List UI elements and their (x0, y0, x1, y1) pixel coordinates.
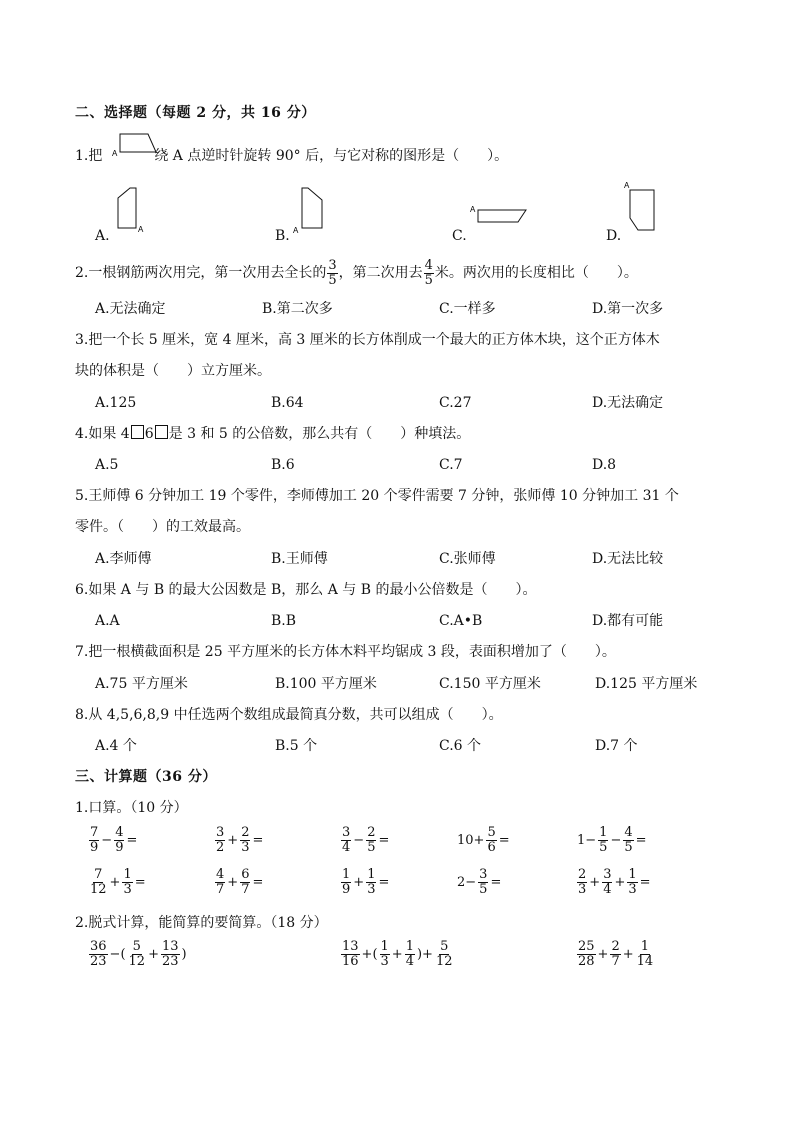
q1-shape-label: A (112, 149, 118, 158)
q2-option-a: A.无法确定 (95, 301, 166, 317)
q2-f2-den: 5 (424, 272, 433, 288)
den: 23 (90, 954, 107, 969)
op: = (639, 875, 651, 890)
q6-option-d: D.都有可能 (592, 613, 664, 629)
den: 4 (342, 840, 351, 855)
q1-option-a-label: A. (95, 228, 110, 244)
num: 6 (241, 867, 250, 882)
blank-box-1 (131, 425, 144, 439)
question-7: 7.把一根横截面积是 25 平方厘米的长方体木料平均锯成 3 段，表面积增加了（ ）。 (75, 644, 616, 660)
q1-option-c-vertex: A (470, 205, 476, 214)
frac (215, 868, 225, 897)
op: = (635, 833, 647, 848)
num: 2 (578, 867, 587, 882)
q1-option-d-vertex: A (624, 181, 630, 190)
den: 3 (367, 882, 376, 897)
den: 7 (216, 882, 225, 897)
mental-math-item (88, 826, 138, 855)
mental-math-item (88, 868, 147, 897)
q2-f1-den: 5 (328, 272, 337, 288)
frac (577, 868, 587, 897)
q3-option-d: D.无法确定 (592, 395, 664, 411)
section-title-choice: 二、选择题（每题 2 分，共 16 分） (75, 105, 316, 121)
op: + (227, 875, 239, 890)
q2-text-2: ，第二次用去 (338, 265, 423, 281)
q6-option-a: A.A (95, 613, 120, 629)
q2-f1-num: 3 (328, 257, 337, 273)
stepwise-expr-2 (340, 940, 455, 969)
stepwise-expr-1 (88, 940, 188, 969)
question-5-line-2: 零件。（ ）的工效最高。 (75, 519, 250, 535)
op: + (622, 947, 634, 962)
q1-option-b-label: B. (275, 228, 290, 244)
q1-option-d-shape (622, 180, 662, 236)
q4-option-d: D.8 (592, 457, 617, 473)
num: 1 (342, 867, 351, 882)
den: 12 (435, 954, 453, 969)
frac (122, 868, 132, 897)
q5-option-c: C.张师傅 (439, 551, 496, 567)
frac (341, 940, 360, 969)
den: 12 (90, 882, 107, 897)
den: 7 (611, 954, 620, 969)
num: 7 (94, 867, 103, 882)
frac (89, 868, 108, 897)
q3-option-c: C.27 (439, 395, 472, 411)
num: 2 (611, 939, 620, 954)
num: 3 (603, 867, 612, 882)
frac (366, 868, 376, 897)
question-8: 8.从 4,5,6,8,9 中任选两个数组成最简真分数，共可以组成（ ）。 (75, 707, 503, 723)
q8-option-d: D.7 个 (595, 738, 638, 754)
q2-text-3: 米。两次用的长度相比（ ）。 (434, 265, 638, 281)
num: 2 (241, 825, 250, 840)
q6-option-c: C.A•B (439, 613, 483, 629)
q1-option-d-label: D. (606, 228, 622, 244)
q1-option-b-vertex: A (293, 226, 299, 235)
op: + (109, 875, 121, 890)
frac (598, 826, 608, 855)
den: 3 (241, 840, 250, 855)
q1-option-a-shape (114, 186, 154, 236)
op: − (353, 833, 365, 848)
frac (380, 940, 390, 969)
q4-text-1: 4.如果 4 (75, 426, 130, 442)
q2-option-c: C.一样多 (439, 301, 496, 317)
q5-option-a: A.李师傅 (95, 551, 152, 567)
question-6: 6.如果 A 与 B 的最大公因数是 B，那么 A 与 B 的最小公倍数是（ ）。 (75, 582, 537, 598)
den: 6 (487, 840, 496, 855)
q5-option-d: D.无法比较 (592, 551, 664, 567)
op: = (134, 875, 146, 890)
num: 5 (132, 939, 141, 954)
frac (341, 868, 351, 897)
q1-prefix: 1.把 (75, 148, 103, 164)
num: 3 (342, 825, 351, 840)
num: 13 (161, 939, 179, 954)
op: + (614, 875, 626, 890)
num: 5 (487, 825, 496, 840)
frac (602, 868, 612, 897)
op: ) (181, 947, 187, 962)
q8-option-a: A.4 个 (95, 738, 137, 754)
frac (89, 826, 99, 855)
op: +( (361, 947, 378, 962)
den: 3 (628, 882, 637, 897)
op: 1− (577, 833, 597, 848)
frac (128, 940, 147, 969)
calc-part-1-title: 1.口算。（10 分） (75, 800, 188, 816)
num: 25 (578, 939, 595, 954)
q7-option-c: C.150 平方厘米 (439, 676, 541, 692)
section-title-calculation: 三、计算题（36 分） (75, 769, 217, 785)
mental-math-item (214, 868, 264, 897)
den: 2 (216, 840, 225, 855)
den: 9 (115, 840, 124, 855)
q1-option-c-shape (468, 200, 538, 230)
q4-option-a: A.5 (95, 457, 119, 473)
den: 16 (342, 954, 359, 969)
question-3-line-2: 块的体积是（ ）立方厘米。 (75, 363, 271, 379)
frac (577, 940, 596, 969)
num: 1 (640, 939, 650, 954)
op: + (597, 947, 609, 962)
num: 5 (440, 939, 449, 954)
frac (240, 826, 250, 855)
op: = (498, 833, 510, 848)
q8-option-c: C.6 个 (439, 738, 482, 754)
frac (610, 940, 620, 969)
q2-fraction-2 (424, 259, 434, 288)
q4-option-b: B.6 (271, 457, 295, 473)
q2-option-b: B.第二次多 (262, 301, 333, 317)
question-5-line-1: 5.王师傅 6 分钟加工 19 个零件，李师傅加工 20 个零件需要 7 分钟，张师傅 10 分钟加工 31 个 (75, 488, 679, 504)
frac (341, 826, 351, 855)
q5-option-b: B.王师傅 (271, 551, 328, 567)
q1-option-c-label: C. (452, 228, 467, 244)
op: 2− (457, 875, 477, 890)
stepwise-expr-3 (576, 940, 655, 969)
num: 1 (599, 825, 608, 840)
op: − (610, 833, 622, 848)
op: + (353, 875, 365, 890)
frac (405, 940, 415, 969)
num: 1 (405, 939, 414, 954)
frac (366, 826, 376, 855)
mental-math-item (214, 826, 264, 855)
frac (478, 868, 488, 897)
q1-suffix: 绕 A 点逆时针旋转 90° 后，与它对称的图形是（ ）。 (154, 148, 509, 164)
op: = (252, 875, 264, 890)
q3-option-b: B.64 (271, 395, 304, 411)
num: 1 (123, 867, 132, 882)
q1-option-b-shape (290, 186, 330, 236)
den: 5 (599, 840, 608, 855)
num: 3 (216, 825, 225, 840)
op: + (391, 947, 403, 962)
den: 3 (578, 882, 587, 897)
question-4 (75, 424, 470, 444)
num: 1 (380, 939, 389, 954)
den: 4 (405, 954, 414, 969)
frac (627, 868, 637, 897)
q2-option-d: D.第一次多 (592, 301, 664, 317)
mental-math-item (576, 868, 652, 897)
frac (114, 826, 124, 855)
num: 1 (367, 867, 376, 882)
op: + (148, 947, 159, 962)
frac (89, 940, 108, 969)
num: 2 (367, 825, 376, 840)
q4-text-3: 是 3 和 5 的公倍数，那么共有（ ）种填法。 (168, 426, 471, 442)
num: 4 (624, 825, 633, 840)
op: )+ (416, 947, 433, 962)
num: 3 (479, 867, 488, 882)
q6-option-b: B.B (271, 613, 297, 629)
frac (636, 940, 655, 969)
frac (161, 940, 180, 969)
mental-math-item (340, 826, 390, 855)
op: + (589, 875, 601, 890)
q7-option-d: D.125 平方厘米 (595, 676, 698, 692)
num: 13 (342, 939, 359, 954)
q2-fraction-1 (327, 259, 337, 288)
q2-f2-num: 4 (424, 257, 433, 273)
op: = (490, 875, 502, 890)
den: 9 (90, 840, 99, 855)
num: 36 (90, 939, 107, 954)
den: 9 (342, 882, 351, 897)
q3-option-a: A.125 (95, 395, 137, 411)
q2-text-1: 2.一根钢筋两次用完，第一次用去全长的 (75, 265, 327, 281)
op: = (378, 833, 390, 848)
frac (240, 868, 250, 897)
frac (623, 826, 633, 855)
q1-trapezoid-shape (110, 132, 170, 160)
op: 10+ (457, 833, 485, 848)
q7-option-b: B.100 平方厘米 (275, 676, 377, 692)
mental-math-item (340, 868, 390, 897)
den: 5 (479, 882, 488, 897)
frac (435, 940, 454, 969)
question-2 (75, 258, 638, 288)
den: 3 (380, 954, 389, 969)
q8-option-b: B.5 个 (275, 738, 318, 754)
den: 12 (128, 954, 146, 969)
blank-box-2 (155, 425, 168, 439)
question-3-line-1: 3.把一个长 5 厘米，宽 4 厘米，高 3 厘米的长方体削成一个最大的正方体木块，这个正方体木 (75, 332, 660, 348)
den: 7 (241, 882, 250, 897)
q1-option-a-vertex: A (138, 225, 144, 234)
den: 14 (636, 954, 654, 969)
op: = (378, 875, 390, 890)
op: − (101, 833, 113, 848)
op: + (227, 833, 239, 848)
q7-option-a: A.75 平方厘米 (95, 676, 188, 692)
num: 7 (90, 825, 99, 840)
den: 3 (123, 882, 132, 897)
num: 4 (216, 867, 225, 882)
op: = (252, 833, 264, 848)
den: 4 (603, 882, 612, 897)
den: 5 (624, 840, 633, 855)
calc-part-2-title: 2.脱式计算，能简算的要简算。（18 分） (75, 915, 328, 931)
q4-option-c: C.7 (439, 457, 463, 473)
mental-math-item (576, 826, 648, 855)
frac (486, 826, 496, 855)
num: 4 (115, 825, 124, 840)
num: 1 (628, 867, 637, 882)
mental-math-item (456, 868, 502, 897)
frac (215, 826, 225, 855)
den: 23 (161, 954, 179, 969)
op: −( (109, 947, 126, 962)
q4-text-2: 6 (144, 426, 154, 442)
den: 5 (367, 840, 376, 855)
mental-math-item (456, 826, 511, 855)
den: 28 (578, 954, 595, 969)
op: = (126, 833, 138, 848)
